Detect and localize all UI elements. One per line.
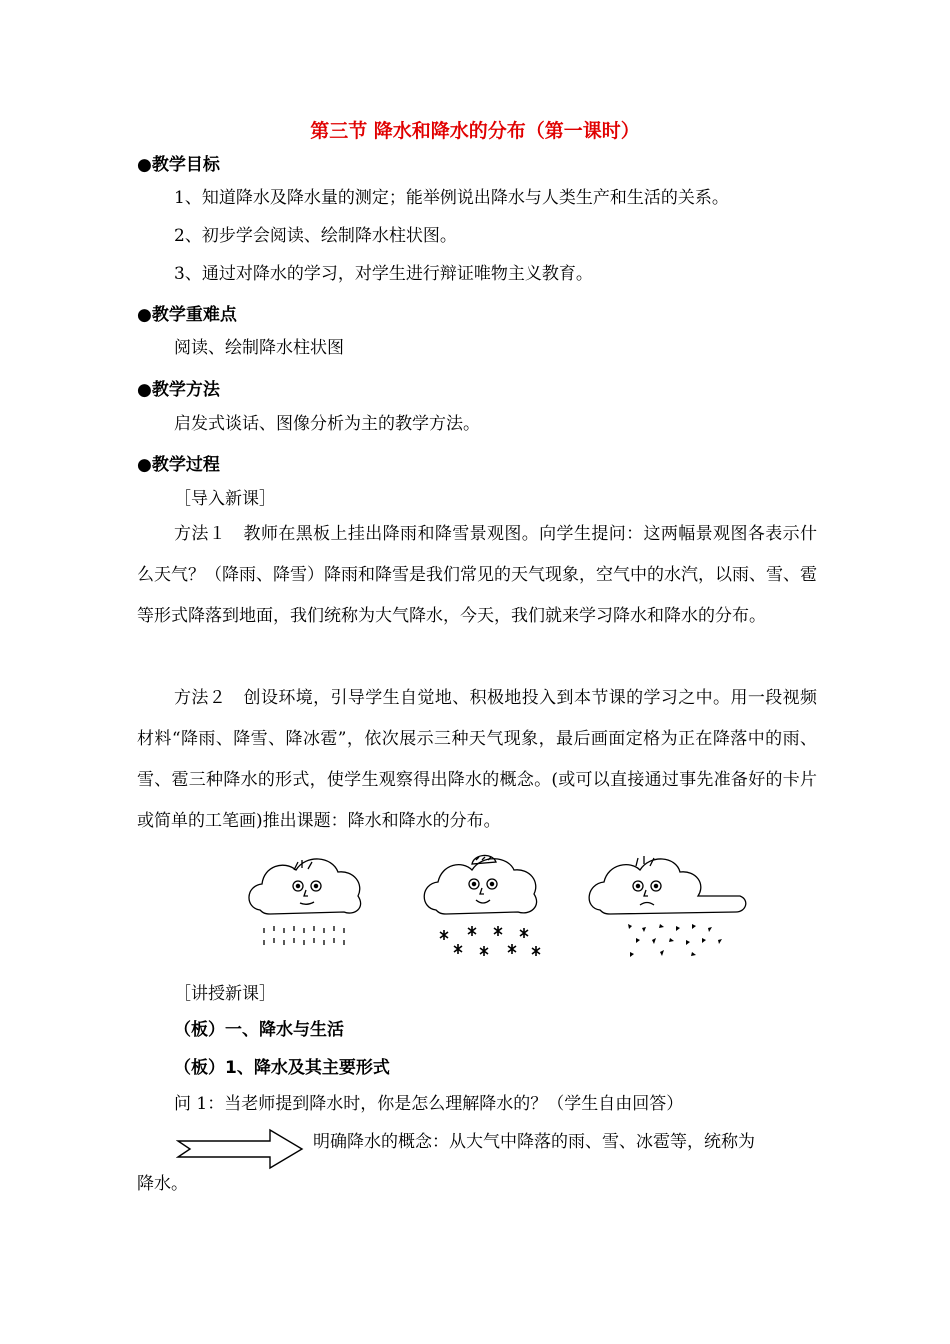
board-heading-1: （板）一、降水与生活 [174, 1020, 344, 1040]
page-title: 第三节 降水和降水的分布（第一课时） [310, 120, 640, 142]
question-1: 问 1：当老师提到降水时，你是怎么理解降水的？（学生自由回答） [174, 1094, 684, 1114]
precipitation-clouds-illustration [240, 848, 750, 966]
method-text: 启发式谈话、图像分析为主的教学方法。 [174, 414, 480, 434]
goals-heading: ●教学目标 [137, 155, 220, 175]
key-points-heading: ●教学重难点 [137, 305, 237, 325]
precipitation-definition-end: 降水。 [137, 1174, 188, 1194]
method-heading: ●教学方法 [137, 380, 220, 400]
method1-paragraph: 方法１ 教师在黑板上挂出降雨和降雪景观图。向学生提问：这两幅景观图各表示什么天气？（降雨、降雪）降雨和降雪是我们常见的天气现象，空气中的水汽，以雨、雪、雹等形式降落到地面，我们统称为大气降水，今天，我们就来学习降水和降水的分布。 [137, 524, 817, 626]
key-points-text: 阅读、绘制降水柱状图 [174, 338, 344, 358]
intro-label: ［导入新课］ [174, 489, 276, 509]
method2-paragraph: 方法２ 创设环境，引导学生自觉地、积极地投入到本节课的学习之中。用一段视频材料“降雨、降雪、降冰雹”，依次展示三种天气现象，最后画面定格为正在降落中的雨、雪、雹三种降水的形式，使学生观察得出降水的概念。(或可以直接通过事先准备好的卡片或简单的工笔画)推出课题：降水和降水的分布。 [137, 688, 817, 831]
hail-cloud-icon [589, 856, 746, 957]
goal-item: 2、初步学会阅读、绘制降水柱状图。 [174, 226, 457, 246]
right-arrow-icon [176, 1128, 304, 1170]
board-heading-2: （板）1、降水及其主要形式 [174, 1058, 390, 1078]
goal-item: 1、知道降水及降水量的测定；能举例说出降水与人类生产和生活的关系。 [174, 188, 729, 208]
precipitation-definition: 明确降水的概念：从大气中降落的雨、雪、冰雹等，统称为 [313, 1132, 755, 1152]
snow-cloud-icon [424, 855, 540, 956]
rain-cloud-icon [249, 859, 361, 945]
goal-item: 3、通过对降水的学习，对学生进行辩证唯物主义教育。 [174, 264, 593, 284]
new-lesson-label: ［讲授新课］ [174, 984, 276, 1004]
process-heading: ●教学过程 [137, 455, 220, 475]
